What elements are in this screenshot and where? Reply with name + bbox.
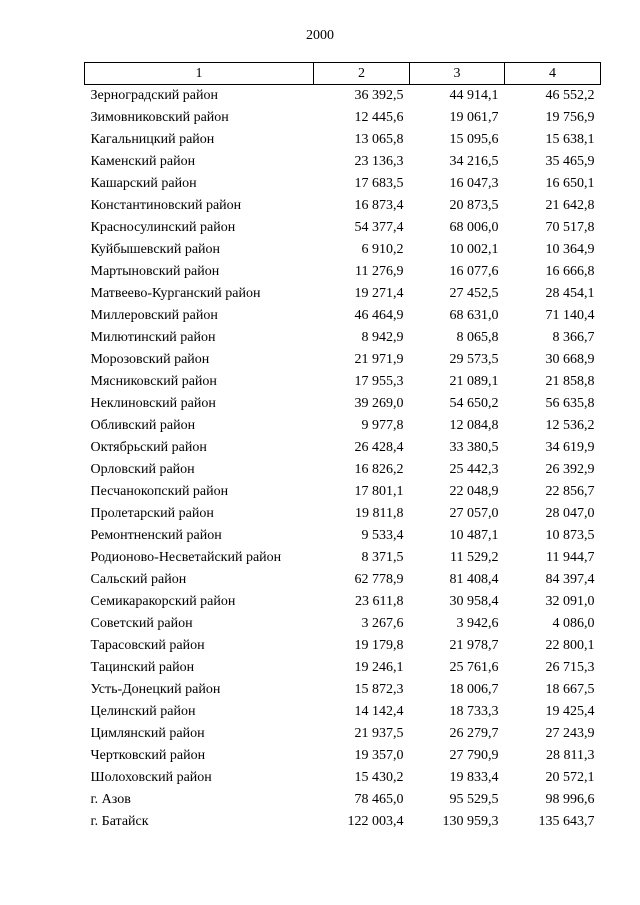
district-name-cell: Цимлянский район <box>90 726 205 741</box>
table-row <box>85 393 601 415</box>
table-row <box>85 437 601 459</box>
district-name-cell: Неклиновский район <box>90 396 216 411</box>
district-name-cell: Мартыновский район <box>90 264 220 279</box>
district-name-cell: Кашарский район <box>90 176 197 191</box>
page-number: 2000 <box>306 28 334 43</box>
value-col-2-cell: 19 246,1 <box>354 660 404 675</box>
value-col-3-cell: 16 047,3 <box>449 176 499 191</box>
value-col-4-cell: 56 635,8 <box>545 396 595 411</box>
value-col-2-cell: 15 430,2 <box>354 770 404 785</box>
value-col-3-cell: 27 452,5 <box>449 286 499 301</box>
value-col-4-cell: 28 047,0 <box>545 506 595 521</box>
value-col-2-cell: 8 942,9 <box>361 330 404 345</box>
table-row <box>85 613 601 635</box>
district-name-cell: Сальский район <box>90 572 187 587</box>
table-row <box>85 723 601 745</box>
table-row <box>85 129 601 151</box>
value-col-3-cell: 11 529,2 <box>450 550 499 565</box>
table-row <box>85 305 601 327</box>
table-row <box>85 547 601 569</box>
district-name-cell: Родионово-Несветайский район <box>90 550 282 565</box>
district-name-cell: Тарасовский район <box>90 638 205 653</box>
table-row <box>85 789 601 811</box>
value-col-3-cell: 33 380,5 <box>449 440 499 455</box>
value-col-4-cell: 28 454,1 <box>545 286 595 301</box>
district-name-cell: Кагальницкий район <box>90 132 215 147</box>
value-col-3-cell: 20 873,5 <box>449 198 499 213</box>
value-col-4-cell: 35 465,9 <box>545 154 595 169</box>
value-col-4-cell: 12 536,2 <box>545 418 595 433</box>
table-row <box>85 327 601 349</box>
table-row <box>85 569 601 591</box>
district-name-cell: г. Батайск <box>90 814 149 829</box>
table-row <box>85 349 601 371</box>
table-row <box>85 591 601 613</box>
value-col-2-cell: 19 179,8 <box>354 638 404 653</box>
value-col-3-cell: 18 733,3 <box>449 704 499 719</box>
district-name-cell: Куйбышевский район <box>90 242 221 257</box>
district-name-cell: Советский район <box>90 616 193 631</box>
district-name-cell: Красносулинский район <box>90 220 236 235</box>
value-col-4-cell: 26 392,9 <box>545 462 595 477</box>
value-col-3-cell: 8 065,8 <box>456 330 499 345</box>
column-header-3: 3 <box>410 63 505 85</box>
value-col-2-cell: 19 357,0 <box>354 748 404 763</box>
value-col-2-cell: 36 392,5 <box>354 88 404 103</box>
value-col-3-cell: 34 216,5 <box>449 154 499 169</box>
value-col-4-cell: 19 425,4 <box>545 704 595 719</box>
table-row <box>85 745 601 767</box>
column-header-4: 4 <box>505 63 601 85</box>
value-col-4-cell: 98 996,6 <box>545 792 595 807</box>
district-name-cell: Милютинский район <box>90 330 216 345</box>
district-name-cell: Чертковский район <box>90 748 206 763</box>
value-col-3-cell: 81 408,4 <box>449 572 499 587</box>
value-col-4-cell: 84 397,4 <box>545 572 595 587</box>
table-row <box>85 85 601 108</box>
value-col-4-cell: 18 667,5 <box>545 682 595 697</box>
district-name-cell: Обливский район <box>90 418 196 433</box>
value-col-4-cell: 11 944,7 <box>546 550 595 565</box>
district-name-cell: Ремонтненский район <box>90 528 222 543</box>
value-col-2-cell: 17 801,1 <box>354 484 404 499</box>
value-col-2-cell: 11 276,9 <box>355 264 404 279</box>
value-col-3-cell: 21 089,1 <box>449 374 499 389</box>
table-row <box>85 239 601 261</box>
value-col-2-cell: 23 611,8 <box>355 594 404 609</box>
table-row <box>85 173 601 195</box>
value-col-4-cell: 16 666,8 <box>545 264 595 279</box>
value-col-3-cell: 26 279,7 <box>449 726 499 741</box>
district-name-cell: Семикаракорский район <box>90 594 236 609</box>
district-name-cell: Миллеровский район <box>90 308 218 323</box>
value-col-3-cell: 130 959,3 <box>442 814 499 829</box>
value-col-2-cell: 3 267,6 <box>361 616 404 631</box>
table-row <box>85 701 601 723</box>
data-table <box>84 62 601 833</box>
value-col-2-cell: 14 142,4 <box>354 704 404 719</box>
table-row <box>85 635 601 657</box>
value-col-4-cell: 8 366,7 <box>552 330 595 345</box>
value-col-2-cell: 21 971,9 <box>354 352 404 367</box>
header-row <box>85 63 601 85</box>
value-col-3-cell: 30 958,4 <box>449 594 499 609</box>
value-col-2-cell: 17 955,3 <box>354 374 404 389</box>
value-col-3-cell: 19 833,4 <box>449 770 499 785</box>
value-col-2-cell: 19 271,4 <box>354 286 404 301</box>
value-col-2-cell: 39 269,0 <box>354 396 404 411</box>
district-name-cell: Усть-Донецкий район <box>90 682 221 697</box>
district-name-cell: Морозовский район <box>90 352 210 367</box>
value-col-3-cell: 27 057,0 <box>449 506 499 521</box>
value-col-4-cell: 70 517,8 <box>545 220 595 235</box>
table-row <box>85 217 601 239</box>
value-col-2-cell: 26 428,4 <box>354 440 404 455</box>
table-row <box>85 371 601 393</box>
value-col-3-cell: 18 006,7 <box>449 682 499 697</box>
district-name-cell: Тацинский район <box>90 660 195 675</box>
district-name-cell: Целинский район <box>90 704 196 719</box>
value-col-4-cell: 26 715,3 <box>545 660 595 675</box>
district-name-cell: г. Азов <box>90 792 131 807</box>
value-col-3-cell: 19 061,7 <box>449 110 499 125</box>
value-col-4-cell: 21 642,8 <box>545 198 595 213</box>
value-col-2-cell: 13 065,8 <box>354 132 404 147</box>
district-name-cell: Константиновский район <box>90 198 242 213</box>
value-col-4-cell: 4 086,0 <box>552 616 595 631</box>
table-row <box>85 459 601 481</box>
value-col-3-cell: 54 650,2 <box>449 396 499 411</box>
table-row <box>85 657 601 679</box>
value-col-4-cell: 30 668,9 <box>545 352 595 367</box>
district-name-cell: Песчанокопский район <box>90 484 229 499</box>
value-col-4-cell: 22 800,1 <box>545 638 595 653</box>
value-col-2-cell: 12 445,6 <box>354 110 404 125</box>
value-col-2-cell: 16 873,4 <box>354 198 404 213</box>
value-col-3-cell: 68 631,0 <box>449 308 499 323</box>
value-col-2-cell: 15 872,3 <box>354 682 404 697</box>
value-col-4-cell: 46 552,2 <box>545 88 595 103</box>
table-row <box>85 503 601 525</box>
table-body <box>85 85 601 834</box>
district-name-cell: Мясниковский район <box>90 374 217 389</box>
district-name-cell: Матвеево-Курганский район <box>90 286 261 301</box>
table-row <box>85 811 601 833</box>
value-col-2-cell: 21 937,5 <box>354 726 404 741</box>
value-col-2-cell: 122 003,4 <box>347 814 404 829</box>
table-header <box>85 63 601 85</box>
table-row <box>85 679 601 701</box>
table-row <box>85 151 601 173</box>
value-col-4-cell: 22 856,7 <box>545 484 595 499</box>
value-col-4-cell: 15 638,1 <box>545 132 595 147</box>
table-row <box>85 767 601 789</box>
value-col-4-cell: 10 873,5 <box>545 528 595 543</box>
value-col-2-cell: 17 683,5 <box>354 176 404 191</box>
value-col-2-cell: 6 910,2 <box>361 242 404 257</box>
value-col-4-cell: 16 650,1 <box>545 176 595 191</box>
value-col-2-cell: 9 977,8 <box>361 418 404 433</box>
value-col-2-cell: 16 826,2 <box>354 462 404 477</box>
district-name-cell: Зимовниковский район <box>90 110 229 125</box>
value-col-3-cell: 16 077,6 <box>449 264 499 279</box>
value-col-4-cell: 32 091,0 <box>545 594 595 609</box>
column-header-2: 2 <box>314 63 410 85</box>
table-row <box>85 107 601 129</box>
district-name-cell: Орловский район <box>90 462 195 477</box>
value-col-4-cell: 71 140,4 <box>545 308 595 323</box>
value-col-3-cell: 44 914,1 <box>449 88 499 103</box>
table-row <box>85 195 601 217</box>
value-col-2-cell: 54 377,4 <box>354 220 404 235</box>
value-col-3-cell: 15 095,6 <box>449 132 499 147</box>
table-row <box>85 415 601 437</box>
table-row <box>85 283 601 305</box>
value-col-3-cell: 27 790,9 <box>449 748 499 763</box>
value-col-4-cell: 28 811,3 <box>546 748 595 763</box>
district-name-cell: Каменский район <box>90 154 196 169</box>
value-col-3-cell: 12 084,8 <box>449 418 499 433</box>
value-col-4-cell: 19 756,9 <box>545 110 595 125</box>
value-col-4-cell: 10 364,9 <box>545 242 595 257</box>
value-col-2-cell: 62 778,9 <box>354 572 404 587</box>
value-col-3-cell: 25 442,3 <box>449 462 499 477</box>
value-col-3-cell: 10 487,1 <box>449 528 499 543</box>
district-name-cell: Шолоховский район <box>90 770 212 785</box>
value-col-2-cell: 23 136,3 <box>354 154 404 169</box>
value-col-3-cell: 95 529,5 <box>449 792 499 807</box>
value-col-4-cell: 20 572,1 <box>545 770 595 785</box>
value-col-2-cell: 19 811,8 <box>355 506 404 521</box>
table-row <box>85 525 601 547</box>
value-col-4-cell: 34 619,9 <box>545 440 595 455</box>
value-col-3-cell: 21 978,7 <box>449 638 499 653</box>
value-col-3-cell: 29 573,5 <box>449 352 499 367</box>
value-col-4-cell: 21 858,8 <box>545 374 595 389</box>
district-name-cell: Октябрьский район <box>90 440 207 455</box>
district-name-cell: Пролетарский район <box>90 506 214 521</box>
value-col-3-cell: 25 761,6 <box>449 660 499 675</box>
value-col-2-cell: 8 371,5 <box>361 550 404 565</box>
value-col-3-cell: 10 002,1 <box>449 242 499 257</box>
table-row <box>85 261 601 283</box>
table-row <box>85 481 601 503</box>
value-col-3-cell: 3 942,6 <box>456 616 499 631</box>
value-col-2-cell: 46 464,9 <box>354 308 404 323</box>
column-header-1: 1 <box>85 63 314 85</box>
value-col-2-cell: 78 465,0 <box>354 792 404 807</box>
value-col-2-cell: 9 533,4 <box>361 528 404 543</box>
value-col-3-cell: 68 006,0 <box>449 220 499 235</box>
value-col-4-cell: 135 643,7 <box>538 814 595 829</box>
value-col-3-cell: 22 048,9 <box>449 484 499 499</box>
district-name-cell: Зерноградский район <box>90 88 218 103</box>
value-col-4-cell: 27 243,9 <box>545 726 595 741</box>
